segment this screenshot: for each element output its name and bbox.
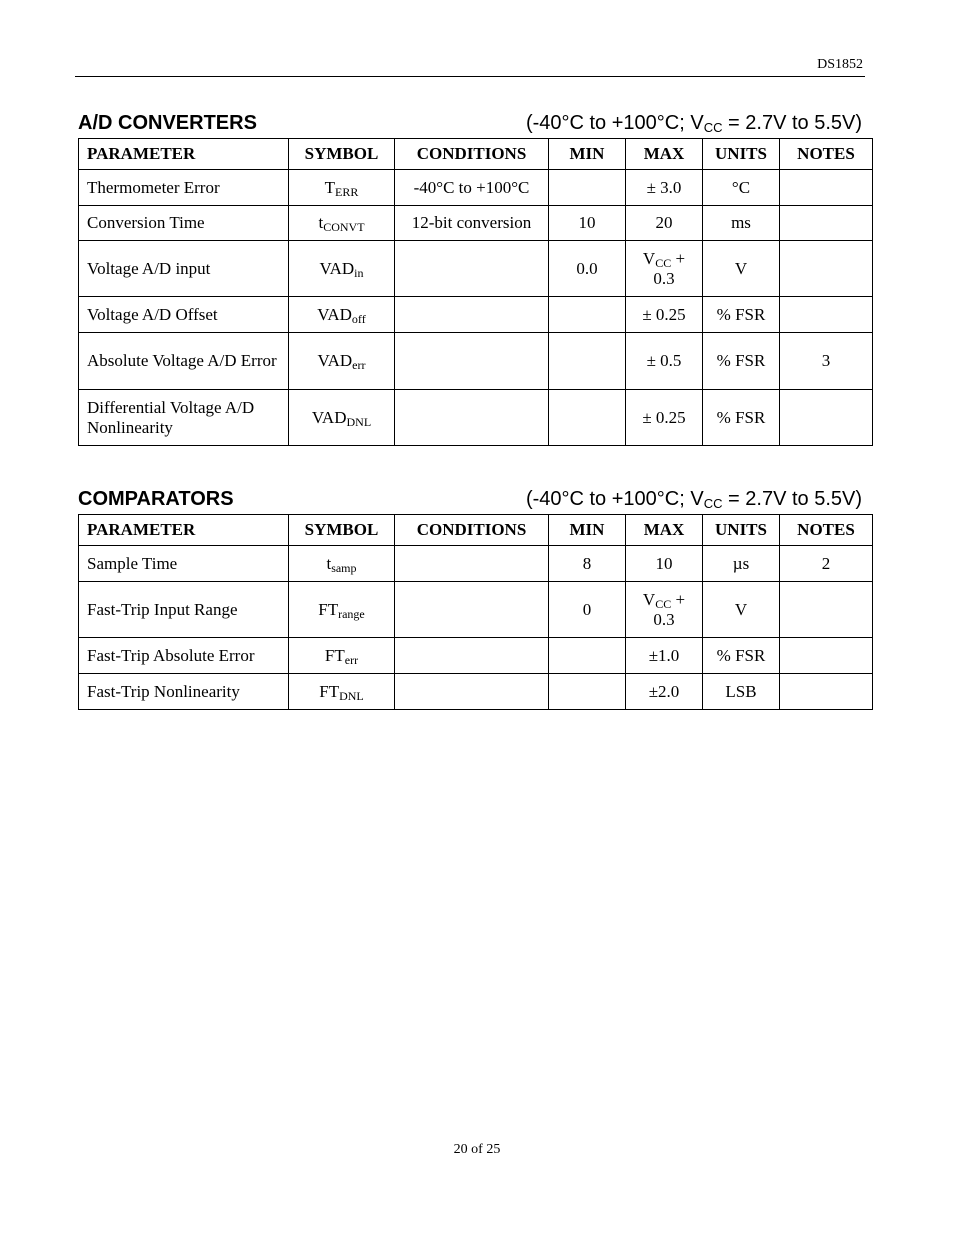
comparators-table	[78, 514, 873, 710]
notes-cell	[780, 170, 873, 206]
max-cell: 10	[626, 546, 703, 582]
conditions-cell: -40°C to +100°C	[395, 170, 549, 206]
max-cell: ± 3.0	[626, 170, 703, 206]
symbol-cell	[289, 674, 395, 710]
column-header: NOTES	[780, 515, 873, 546]
conditions-suffix: = 2.7V to 5.5V)	[722, 112, 862, 134]
table-row	[79, 546, 873, 582]
symbol-base: FT	[319, 681, 340, 701]
table-row	[79, 170, 873, 206]
min-cell: 10	[549, 206, 626, 241]
column-header: MAX	[626, 515, 703, 546]
table-row	[79, 390, 873, 446]
max-subscript: CC	[655, 255, 672, 270]
conditions-cell	[395, 582, 549, 638]
notes-cell	[780, 674, 873, 710]
parameter-cell: Voltage A/D input	[79, 241, 289, 297]
section-conditions	[526, 488, 862, 511]
conditions-prefix: (-40°C to +100°C; V	[525, 112, 704, 134]
symbol-base: FT	[318, 599, 339, 619]
symbol-base: t	[318, 213, 324, 232]
symbol-subscript: DNL	[339, 688, 364, 703]
max-cell: ±1.0	[626, 638, 703, 674]
conditions-subscript: CC	[703, 496, 723, 511]
parameter-cell: Sample Time	[79, 546, 289, 582]
symbol-base: VAD	[317, 351, 353, 370]
parameter-cell: Fast-Trip Nonlinearity	[79, 674, 289, 710]
symbol-subscript: DNL	[346, 414, 372, 429]
table-row	[79, 674, 873, 710]
table-row	[79, 241, 873, 297]
column-header: MIN	[549, 139, 626, 170]
column-header: UNITS	[703, 139, 780, 170]
units-cell: V	[703, 241, 780, 297]
parameter-cell: Differential Voltage A/D Nonlinearity	[79, 390, 289, 446]
notes-cell	[780, 206, 873, 241]
column-header: NOTES	[780, 139, 873, 170]
conditions-cell	[395, 333, 549, 390]
conditions-cell	[395, 638, 549, 674]
units-cell: ms	[703, 206, 780, 241]
column-header: CONDITIONS	[395, 139, 549, 170]
conditions-suffix: = 2.7V to 5.5V)	[722, 488, 862, 510]
table-row	[79, 297, 873, 333]
column-header: SYMBOL	[289, 515, 395, 546]
table-header-row	[79, 515, 873, 546]
max-cell: ± 0.25	[626, 390, 703, 446]
notes-cell	[780, 582, 873, 638]
notes-cell	[780, 638, 873, 674]
units-cell: % FSR	[703, 297, 780, 333]
min-cell: 8	[549, 546, 626, 582]
symbol-cell	[289, 390, 395, 446]
section-conditions	[526, 112, 862, 135]
max-cell: ± 0.25	[626, 297, 703, 333]
parameter-cell: Conversion Time	[79, 206, 289, 241]
max-base: V	[642, 248, 656, 268]
units-cell: % FSR	[703, 638, 780, 674]
symbol-cell	[289, 333, 395, 390]
conditions-cell	[395, 297, 549, 333]
column-header: PARAMETER	[79, 139, 289, 170]
conditions-prefix: (-40°C to +100°C; V	[525, 488, 704, 510]
notes-cell	[780, 241, 873, 297]
header-divider	[75, 76, 865, 77]
units-cell: LSB	[703, 674, 780, 710]
symbol-subscript: err	[344, 652, 359, 667]
column-header: MAX	[626, 139, 703, 170]
min-cell: 0.0	[549, 241, 626, 297]
column-header: CONDITIONS	[395, 515, 549, 546]
conditions-cell: 12-bit conversion	[395, 206, 549, 241]
symbol-subscript: range	[338, 606, 365, 621]
parameter-cell: Fast-Trip Absolute Error	[79, 638, 289, 674]
table-header-row	[79, 139, 873, 170]
document-id: DS1852	[817, 57, 863, 72]
symbol-cell	[289, 297, 395, 333]
symbol-cell	[289, 638, 395, 674]
max-cell	[626, 582, 703, 638]
min-cell	[549, 638, 626, 674]
parameter-cell: Thermometer Error	[79, 170, 289, 206]
table-row	[79, 333, 873, 390]
comparators-section	[78, 488, 872, 710]
symbol-base: VAD	[311, 407, 347, 427]
symbol-cell	[289, 582, 395, 638]
conditions-cell	[395, 241, 549, 297]
symbol-cell	[289, 546, 395, 582]
ad-converters-heading	[78, 112, 872, 138]
symbol-base: FT	[324, 645, 345, 665]
symbol-cell	[289, 206, 395, 241]
units-cell: µs	[703, 546, 780, 582]
notes-cell: 2	[780, 546, 873, 582]
symbol-subscript: err	[352, 358, 366, 372]
table-row	[79, 206, 873, 241]
units-cell: % FSR	[703, 390, 780, 446]
notes-cell: 3	[780, 333, 873, 390]
symbol-base: T	[324, 177, 336, 197]
min-cell: 0	[549, 582, 626, 638]
units-cell: % FSR	[703, 333, 780, 390]
symbol-base: VAD	[317, 304, 352, 324]
symbol-cell	[289, 170, 395, 206]
max-base: V	[642, 589, 656, 609]
max-rest: + 0.3	[653, 589, 686, 629]
notes-cell	[780, 297, 873, 333]
section-title: COMPARATORS	[78, 488, 234, 510]
symbol-subscript: off	[351, 311, 366, 326]
units-cell: V	[703, 582, 780, 638]
min-cell	[549, 170, 626, 206]
symbol-base: VAD	[319, 258, 355, 278]
page-number: 20 of 25	[453, 1142, 501, 1157]
conditions-subscript: CC	[703, 120, 723, 135]
conditions-cell	[395, 546, 549, 582]
parameter-cell: Voltage A/D Offset	[79, 297, 289, 333]
table-row	[79, 582, 873, 638]
ad-converters-table	[78, 138, 873, 446]
max-cell: 20	[626, 206, 703, 241]
comparators-heading	[78, 488, 872, 514]
section-title: A/D CONVERTERS	[78, 112, 257, 134]
symbol-subscript: in	[354, 265, 364, 280]
ad-converters-section	[78, 112, 872, 446]
min-cell	[549, 333, 626, 390]
min-cell	[549, 297, 626, 333]
column-header: MIN	[549, 515, 626, 546]
min-cell	[549, 390, 626, 446]
column-header: PARAMETER	[79, 515, 289, 546]
max-cell: ± 0.5	[626, 333, 703, 390]
units-cell: °C	[703, 170, 780, 206]
max-subscript: CC	[655, 596, 672, 611]
symbol-subscript: CONVT	[323, 220, 365, 234]
parameter-cell: Absolute Voltage A/D Error	[79, 333, 289, 390]
symbol-subscript: ERR	[335, 184, 359, 199]
symbol-subscript: samp	[331, 560, 357, 575]
min-cell	[549, 674, 626, 710]
max-cell: ±2.0	[626, 674, 703, 710]
column-header: UNITS	[703, 515, 780, 546]
conditions-cell	[395, 674, 549, 710]
table-row	[79, 638, 873, 674]
max-rest: + 0.3	[653, 248, 686, 288]
column-header: SYMBOL	[289, 139, 395, 170]
max-cell	[626, 241, 703, 297]
conditions-cell	[395, 390, 549, 446]
parameter-cell: Fast-Trip Input Range	[79, 582, 289, 638]
symbol-base: t	[326, 553, 332, 573]
symbol-cell	[289, 241, 395, 297]
notes-cell	[780, 390, 873, 446]
